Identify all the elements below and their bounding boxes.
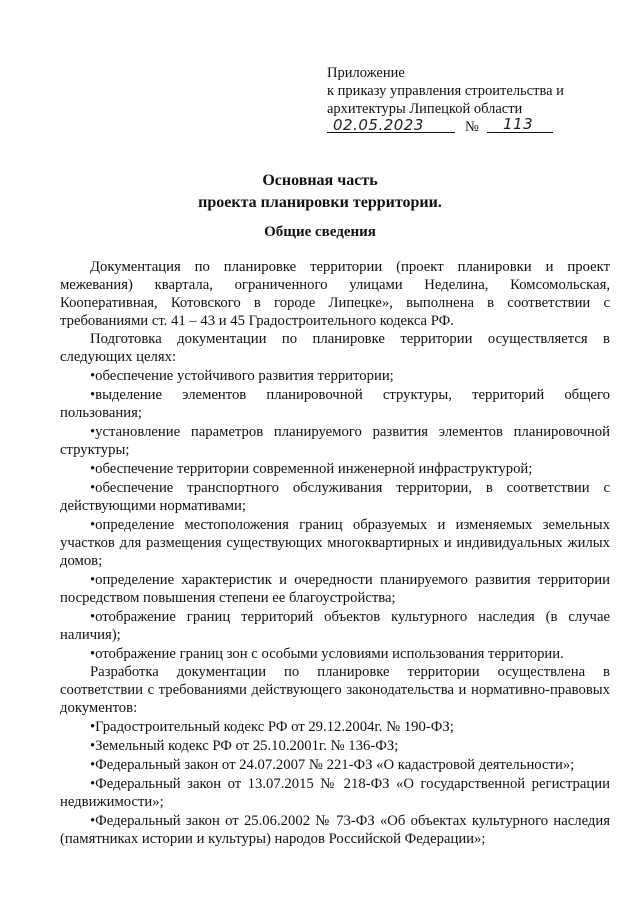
list-item: •Земельный кодекс РФ от 25.10.2001г. № 136-ФЗ;	[90, 738, 399, 754]
list-item: •определение местоположения границ образуемых и изменяемых земельных участков для размещения существующих многоквартирных и индивидуальных жилых домов;	[60, 517, 610, 569]
paragraph: Подготовка документации по планировке территории осуществляется в следующих целях:	[60, 331, 610, 365]
date-number-line	[327, 115, 627, 138]
list-item: •обеспечение транспортного обслуживания территории, в соответствии с действующими нормативами;	[60, 480, 610, 514]
appendix-label: Приложение	[327, 65, 405, 81]
list-item: •выделение элементов планировочной структуры, территорий общего пользования;	[60, 387, 610, 421]
order-number: 113	[503, 115, 534, 133]
section-heading: Общие сведения	[264, 224, 376, 240]
appendix-header	[327, 64, 627, 138]
document-title-line2: проекта планировки территории.	[198, 194, 442, 211]
authority-name: архитектуры Липецкой области	[327, 101, 523, 117]
list-item: •Федеральный закон от 24.07.2007 № 221-ФЗ «О кадастровой деятельности»;	[90, 757, 575, 773]
list-item: •обеспечение устойчивого развития территории;	[90, 368, 394, 384]
paragraph: Документация по планировке территории (проект планировки и проект межевания) квартала, ограниченного улицами Неделина, Комсомольская, Кооперативная, Котовского в городе Липецке», выполнена в соответствии с требованиями ст. 41 – 43 и 45 Градостроительного кодекса РФ.	[60, 259, 610, 329]
list-item: •определение характеристик и очередности планируемого развития территории посредством повышения степени ее благоустройства;	[60, 572, 610, 606]
list-item: •Федеральный закон от 13.07.2015 № 218-ФЗ «О государственной регистрации недвижимости»;	[60, 776, 610, 810]
number-label: №	[465, 119, 479, 135]
order-reference-line: к приказу управления строительства и	[327, 83, 564, 99]
list-item: •Градостроительный кодекс РФ от 29.12.2004г. № 190-ФЗ;	[90, 719, 454, 735]
list-item: •отображение границ территорий объектов культурного наследия (в случае наличия);	[60, 609, 610, 643]
document-body	[60, 258, 610, 848]
paragraph: Разработка документации по планировке территории осуществлена в соответствии с требованиями действующего законодательства и нормативно-правовых документов:	[60, 664, 610, 716]
document-title-line1: Основная часть	[262, 172, 378, 189]
list-item: •Федеральный закон от 25.06.2002 № 73-ФЗ «Об объектах культурного наследия (памятниках истории и культуры) народов Российской Федерации»;	[60, 813, 610, 847]
list-item: •установление параметров планируемого развития элементов планировочной структуры;	[60, 424, 610, 458]
list-item: •обеспечение территории современной инженерной инфраструктурой;	[90, 461, 533, 477]
list-item: •отображение границ зон с особыми условиями использования территории.	[90, 646, 564, 662]
order-date: 02.05.2023	[333, 116, 424, 134]
